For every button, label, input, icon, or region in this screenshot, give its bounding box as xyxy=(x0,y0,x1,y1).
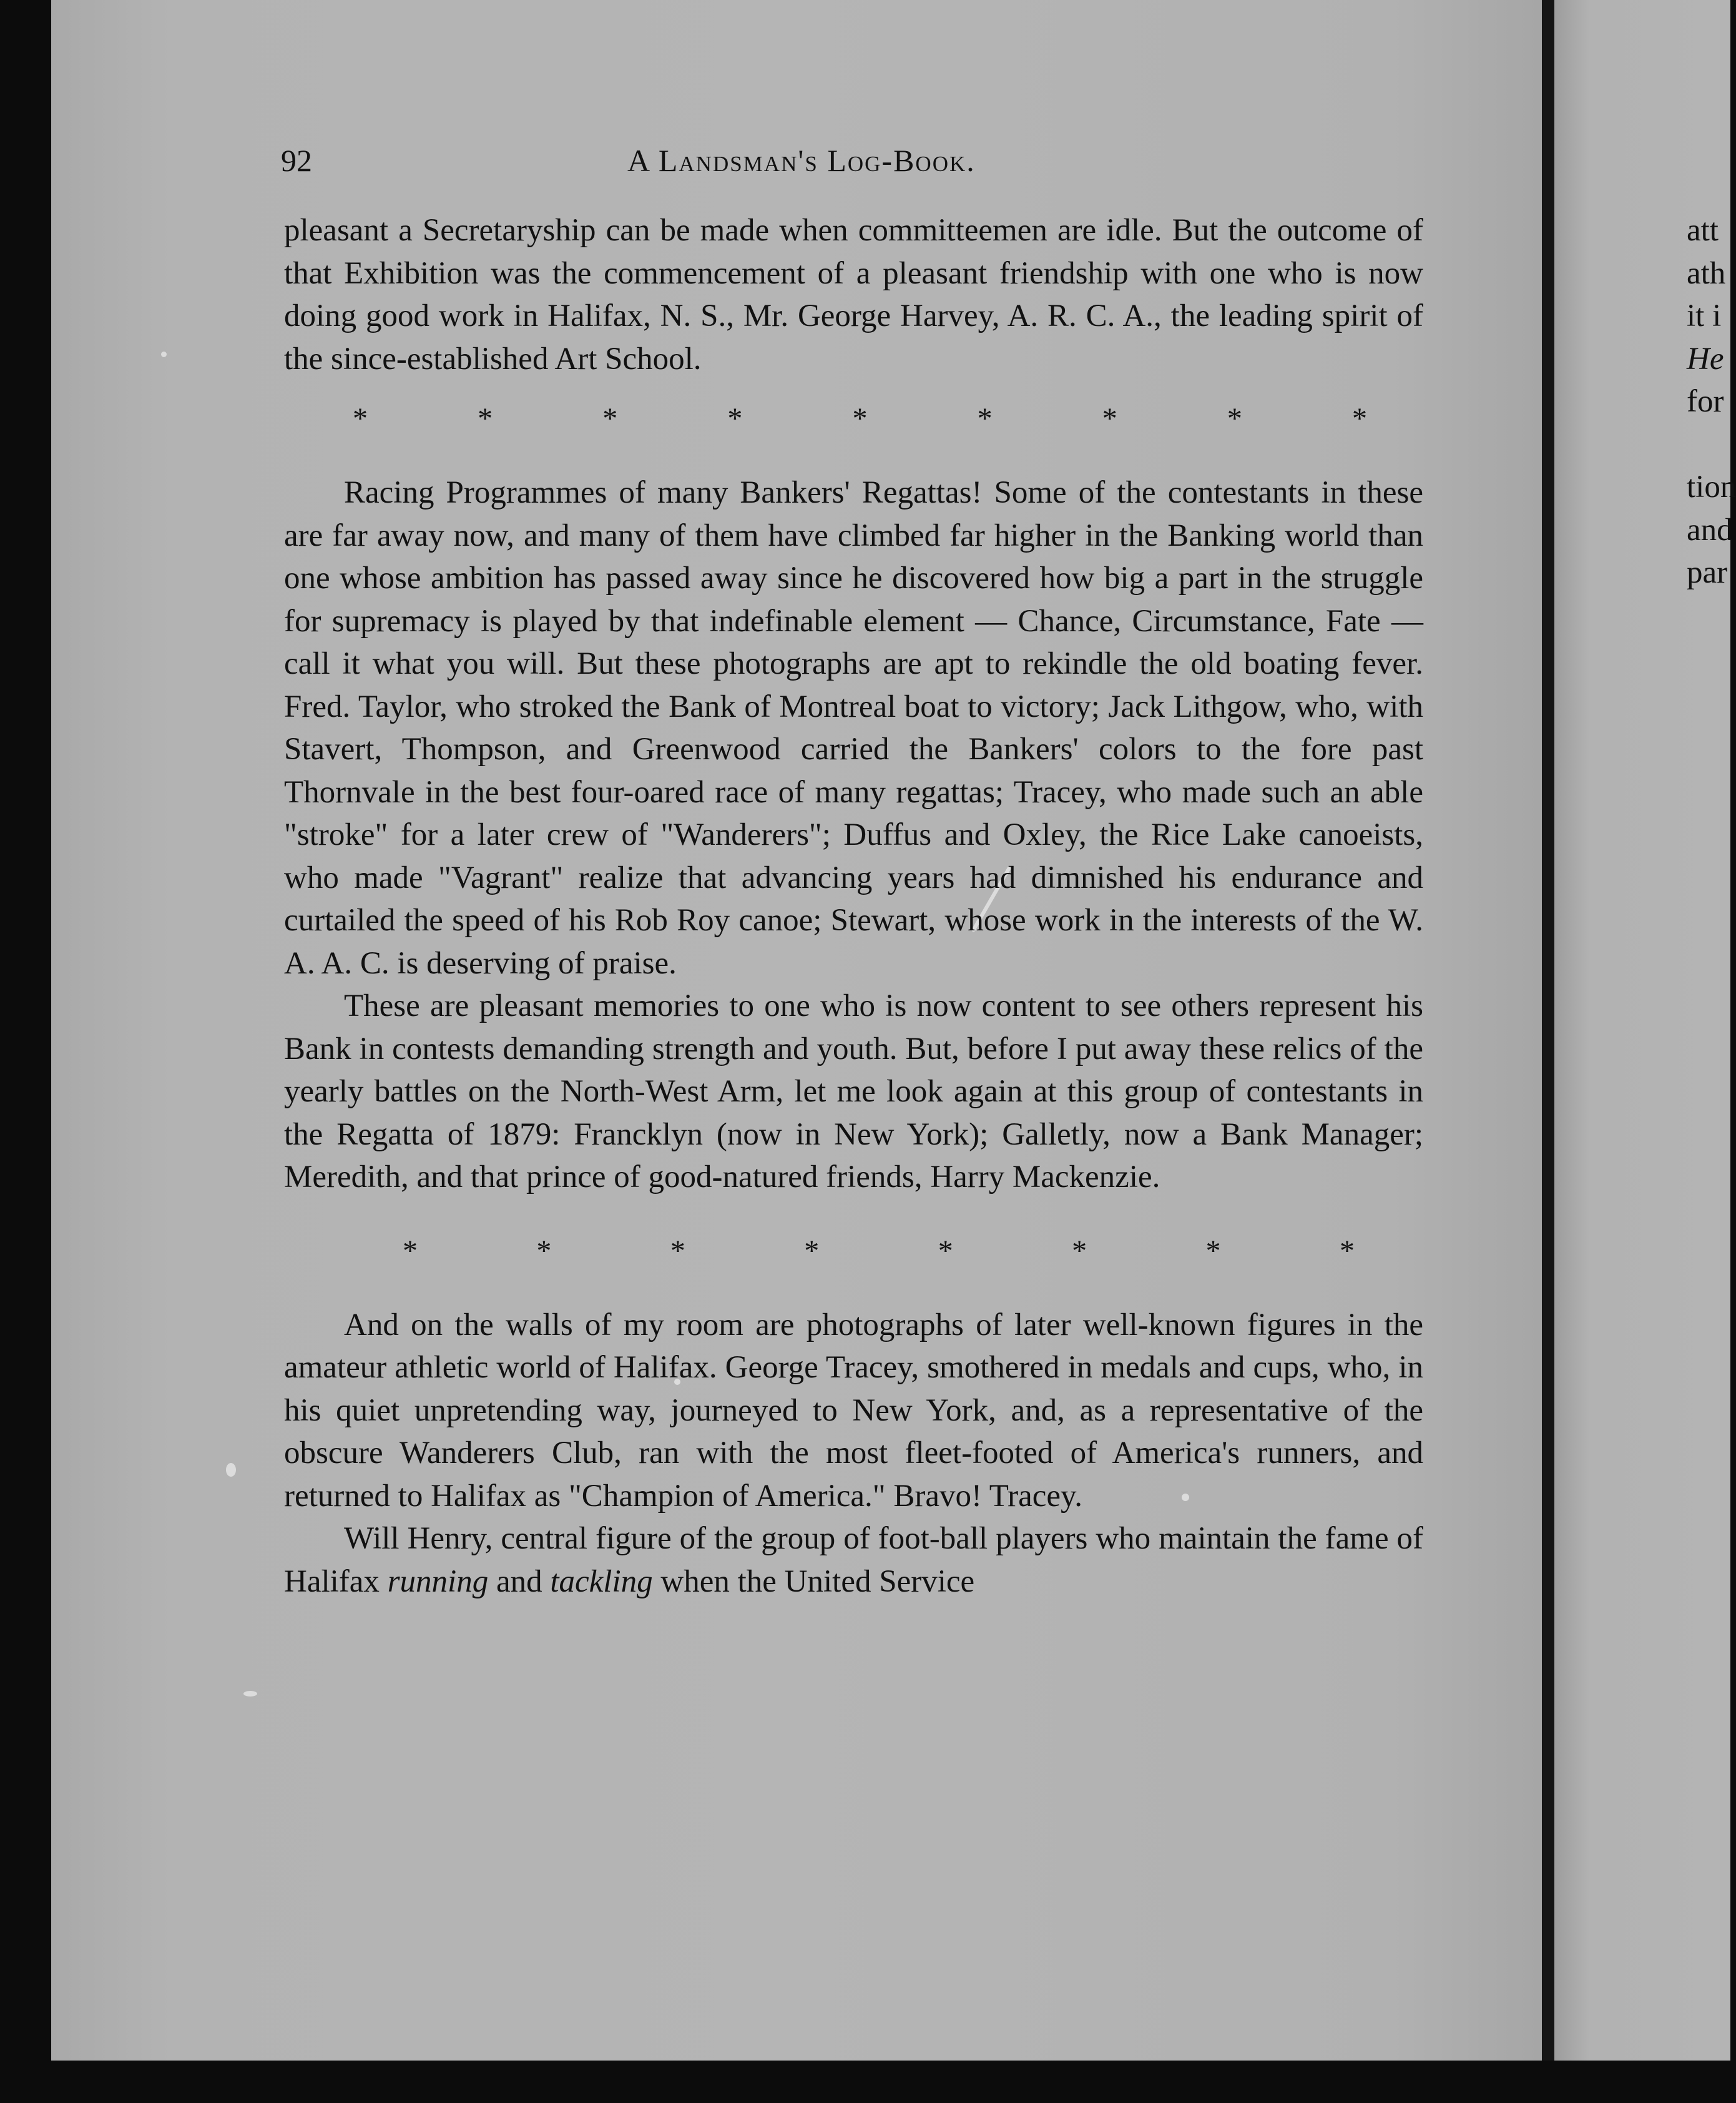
star: * xyxy=(804,1234,820,1268)
facing-fragment: par xyxy=(1687,555,1728,590)
emphasis-running: running xyxy=(387,1564,489,1599)
paragraph-5-text: Will Henry, central figure of the group of foot-ball players who maintain the fame of Halifax xyxy=(284,1521,1423,1599)
star: * xyxy=(403,1234,418,1268)
running-title: A Landsman's Log-Book. xyxy=(627,143,976,178)
star: * xyxy=(670,1234,685,1268)
facing-fragment: He xyxy=(1687,341,1724,377)
paragraph-5 xyxy=(284,1517,1423,1603)
section-break-stars xyxy=(284,398,1423,440)
paragraph-3: These are pleasant memories to one who is now content to see others represent his Bank in contests demanding strength and youth. But, before I put away these relics of the yearly battles on the North-West Arm, let me look again at this group of contestants in the Regatta of 1879: Francklyn (now in New York); Galletly, now a Bank Manager; Meredith, and that prince of good-natured friends, Harry Mackenzie. xyxy=(284,988,1423,1194)
star: * xyxy=(1205,1234,1221,1268)
section-break-stars xyxy=(284,1230,1423,1273)
page-number: 92 xyxy=(281,143,312,178)
star: * xyxy=(977,402,993,435)
star: * xyxy=(1227,402,1242,435)
star: * xyxy=(1339,1234,1355,1268)
facing-fragment: tion xyxy=(1687,470,1736,505)
facing-fragment: att xyxy=(1687,213,1719,248)
star: * xyxy=(1072,1234,1087,1268)
star: * xyxy=(938,1234,953,1268)
paragraph-4: And on the walls of my room are photographs of later well-known figures in the amateur athletic world of Halifax. George Tracey, smothered in medals and cups, who, in his quiet unpretending way, journeyed to New York, and, as a representative of the obscure Wanderers Club, ran with the most fleet-footed of America's runners, and returned to Halifax as "Champion of America." Bravo! Tracey. xyxy=(284,1307,1423,1514)
facing-page-fragments xyxy=(1687,209,1736,594)
star: * xyxy=(536,1234,552,1268)
scan-speck xyxy=(243,1691,257,1697)
running-head xyxy=(281,139,1592,182)
facing-fragment: ath xyxy=(1687,255,1726,291)
star: * xyxy=(1102,402,1117,435)
facing-fragment: for xyxy=(1687,384,1724,419)
paragraph-5-text: when the United Service xyxy=(652,1564,975,1599)
star: * xyxy=(353,402,368,435)
paragraph-5-text: and xyxy=(488,1564,551,1599)
star: * xyxy=(602,402,618,435)
book-gutter xyxy=(1542,0,1554,2061)
facing-fragment: it i xyxy=(1687,298,1722,333)
facing-fragment: and xyxy=(1687,512,1733,548)
page-body xyxy=(284,209,1423,1603)
emphasis-tackling: tackling xyxy=(550,1564,653,1599)
star: * xyxy=(727,402,743,435)
scan-speck xyxy=(226,1463,236,1477)
star: * xyxy=(1352,402,1367,435)
scan-speck xyxy=(161,352,167,357)
star: * xyxy=(478,402,493,435)
star: * xyxy=(852,402,868,435)
paragraph-1: pleasant a Secretaryship can be made when committeemen are idle. But the outcome of that Exhibition was the commencement of a pleasant friendship with one who is now doing good work in Halifax, N. S., Mr. George Harvey, A. R. C. A., the leading spirit of the since-established Art School. xyxy=(284,213,1423,377)
paragraph-2: Racing Programmes of many Bankers' Regattas! Some of the contestants in these are far away now, and many of them have climbed far higher in the Banking world than one whose ambition has passed away since he discovered how big a part in the struggle for supremacy is played by that indefinable element — Chance, Circumstance, Fate — call it what you will. But these photographs are apt to rekindle the old boating fever. Fred. Taylor, who stroked the Bank of Montreal boat to victory; Jack Lithgow, who, with Stavert, Thompson, and Greenwood carried the Bankers' colors to the fore past Thornvale in the best four-oared race of many regattas; Tracey, who made such an able "stroke" for a later crew of "Wanderers"; Duffus and Oxley, the Rice Lake canoeists, who made "Vagrant" realize that advancing years had dimnished his endurance and curtailed the speed of his Rob Roy canoe; Stewart, whose work in the interests of the W. A. A. C. is deserving of praise. xyxy=(284,475,1423,981)
